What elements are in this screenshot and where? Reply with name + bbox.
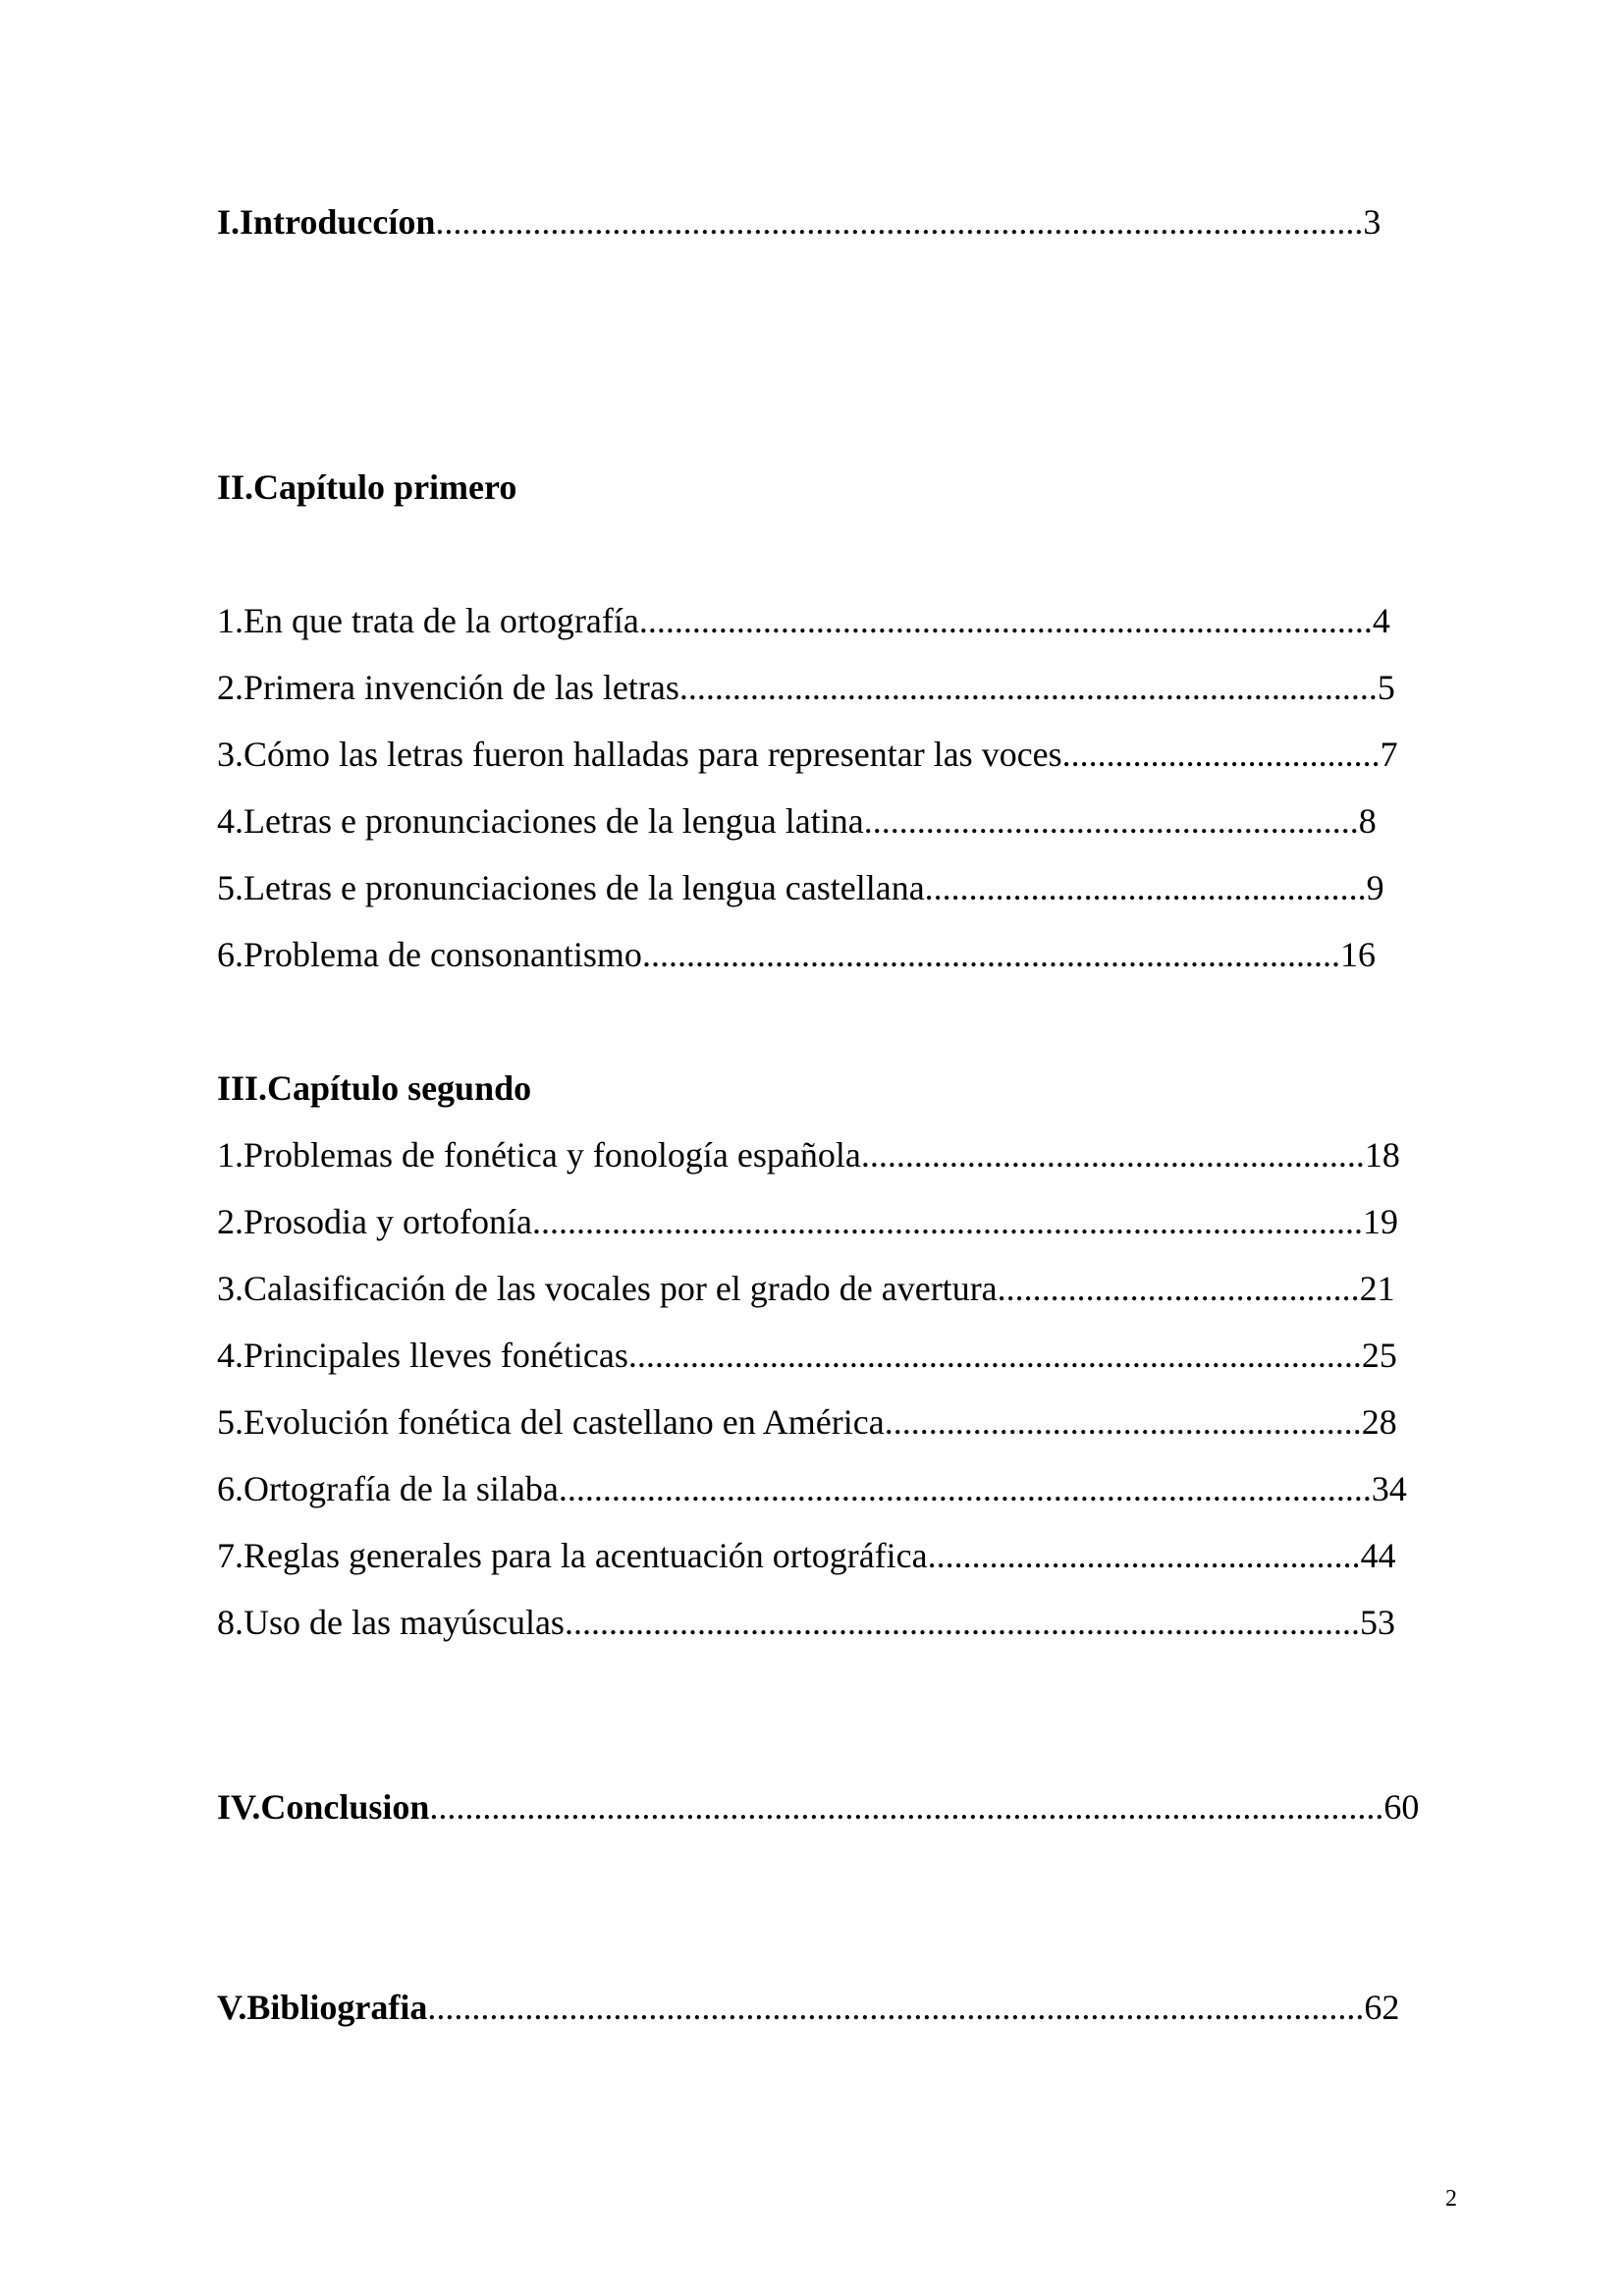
toc-entry-label: 6.Problema de consonantismo [217,935,642,974]
toc-leader-dots: ............................................................................... [678,668,1378,707]
toc-entry[interactable] [217,599,1390,642]
toc-entry-label: 5.Evolución fonética del castellano en América [217,1402,885,1442]
toc-entry[interactable] [217,733,1398,776]
page-number: 2 [1445,2186,1457,2212]
toc-entry-label: 8.Uso de las mayúsculas [217,1603,565,1642]
toc-entry-page: 21 [1359,1269,1395,1308]
toc-entry[interactable] [217,866,1384,909]
toc-entry-page: 16 [1339,935,1376,974]
toc-entry-page: 7 [1380,735,1398,774]
toc-leader-dots: ......................................................................................................... [435,202,1364,242]
toc-entry-label: 5.Letras e pronunciaciones de la lengua castellana [217,868,925,907]
toc-entry[interactable] [217,666,1395,709]
toc-entry-page: 18 [1364,1135,1400,1175]
toc-leader-dots: ......................................... [997,1269,1360,1308]
toc-entry-page: 62 [1364,1988,1400,2027]
toc-entry-page: 34 [1371,1469,1407,1508]
toc-leader-dots: ......................................................... [860,1135,1365,1175]
toc-leader-dots: .............................................................................................. [531,1202,1363,1241]
toc-entry-page: 44 [1360,1536,1396,1575]
toc-leader-dots: ................................................................................... [627,1336,1362,1375]
toc-leader-dots: .......................................................................................... [564,1603,1360,1642]
toc-leader-dots: ............................................................................... [641,935,1340,974]
toc-entry[interactable] [217,799,1377,843]
toc-entry[interactable] [217,1267,1395,1310]
toc-leader-dots: ........................................................ [863,801,1359,841]
toc-entry[interactable] [217,1601,1395,1644]
toc-leader-dots: ................................................. [927,1536,1361,1575]
toc-entry-page: 3 [1363,202,1381,242]
toc-entry-label: 6.Ortografía de la silaba [217,1469,559,1508]
toc-entry-label: 1.En que trata de la ortografía [217,601,639,640]
toc-entry-page: 19 [1362,1202,1398,1241]
toc-entry-bibliografia[interactable] [217,1986,1399,2029]
toc-entry[interactable] [217,1200,1398,1243]
toc-entry-page: 25 [1361,1336,1397,1375]
toc-entry-page: 5 [1377,668,1395,707]
toc-entry[interactable] [217,1133,1400,1176]
toc-entry[interactable] [217,1334,1397,1377]
toc-entry-label: 2.Prosodia y ortofonía [217,1202,532,1241]
toc-entry-page: 8 [1358,801,1377,841]
toc-entry-page: 60 [1383,1787,1420,1827]
toc-entry-label: 3.Cómo las letras fueron halladas para representar las voces [217,735,1062,774]
toc-leader-dots: ............................................................................................................ [429,1787,1384,1827]
toc-entry-conclusion[interactable] [217,1785,1419,1829]
toc-entry-label: 3.Calasificación de las vocales por el grado de avertura [217,1269,998,1308]
toc-entry-label: 4.Principales lleves fonéticas [217,1336,628,1375]
toc-entry-label: 4.Letras e pronunciaciones de la lengua latina [217,801,864,841]
toc-entry-page: 53 [1359,1603,1395,1642]
toc-entry-label: V.Bibliografia [217,1988,428,2027]
toc-entry[interactable] [217,1467,1407,1510]
toc-entry-page: 4 [1372,601,1390,640]
toc-entry-label: I.Introduccíon [217,202,436,242]
toc-leader-dots: ............................................................................................ [558,1469,1372,1508]
toc-entry-page: 28 [1361,1402,1397,1442]
toc-entry[interactable] [217,933,1376,976]
toc-entry-label: IV.Conclusion [217,1787,430,1827]
toc-leader-dots: ...................................................... [884,1402,1362,1442]
toc-entry-label: 1.Problemas de fonética y fonología española [217,1135,861,1175]
toc-leader-dots: .................................................. [924,868,1367,907]
toc-leader-dots: ................................................................................... [638,601,1373,640]
toc-entry[interactable] [217,1400,1397,1444]
toc-leader-dots: .......................................................................................................... [427,1988,1365,2027]
section-heading-capitulo-segundo: III.Capítulo segundo [217,1068,532,1108]
section-heading-capitulo-primero: II.Capítulo primero [217,467,517,507]
toc-entry-introduccion[interactable] [217,200,1380,244]
toc-entry-page: 9 [1366,868,1384,907]
toc-entry-label: 7.Reglas generales para la acentuación ortográfica [217,1536,928,1575]
toc-leader-dots: .................................... [1061,735,1380,774]
toc-entry[interactable] [217,1534,1396,1577]
toc-entry-label: 2.Primera invención de las letras [217,668,679,707]
